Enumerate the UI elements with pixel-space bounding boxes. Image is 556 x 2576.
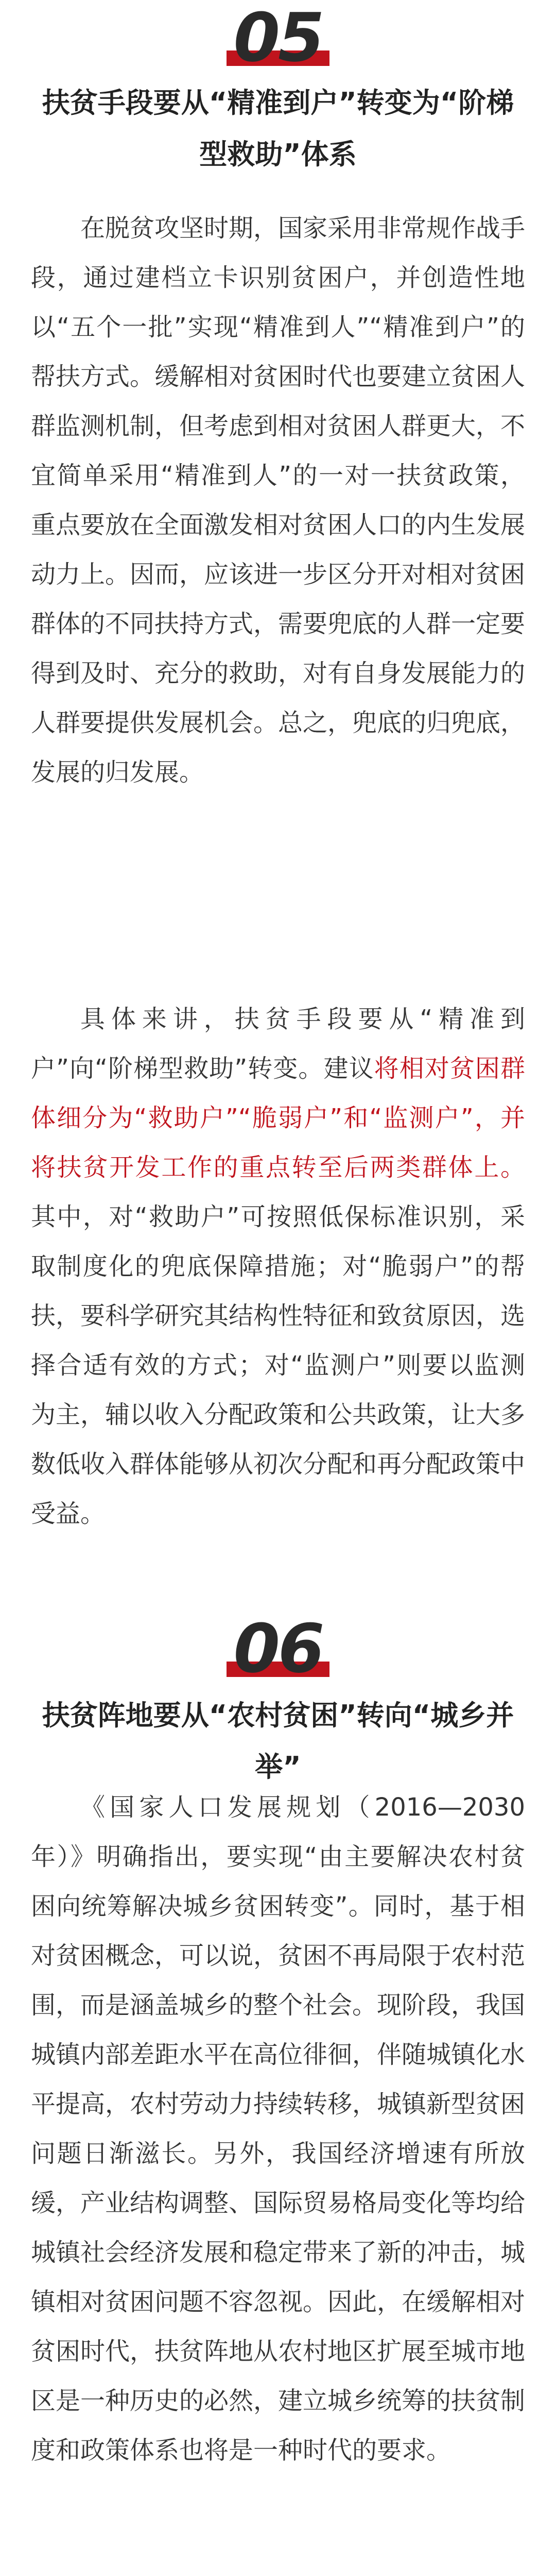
- section-number: 05: [233, 0, 323, 77]
- paragraph-text: 《国家人口发展规划（2016—2030年）》明确指出，要实现“由主要解决农村贫困向统筹解决城乡贫困转变”。同时，基于相对贫困概念，可以说，贫困不再局限于农村范围，而是涵盖城乡的整个社会。现阶段，我国城镇内部差距水平在高位徘徊，伴随城镇化水平提高，农村劳动力持续转移，城镇新型贫困问题日渐滋长。另外，我国经济增速有所放缓，产业结构调整、国际贸易格局变化等均给城镇社会经济发展和稳定带来了新的冲击，城镇相对贫困问题不容忽视。因此，在缓解相对贫困时代，扶贫阵地从农村地区扩展至城市地区是一种历史的必然，建立城乡统筹的扶贫制度和政策体系也将是一种时代的要求。: [31, 1793, 526, 2465]
- section-number-badge: [227, 0, 329, 77]
- paragraph-text: 在脱贫攻坚时期，国家采用非常规作战手段，通过建档立卡识别贫困户，并创造性地以“五个一批”实现“精准到人”“精准到户”的帮扶方式。缓解相对贫困时代也要建立贫困人群监测机制，但考虑到相对贫困人群更大，不宜简单采用“精准到人”的一对一扶贫政策，重点要放在全面激发相对贫困人口的内生发展动力上。因而，应该进一步区分开对相对贫困群体的不同扶持方式，需要兜底的人群一定要得到及时、充分的救助，对有自身发展能力的人群要提供发展机会。总之，兜底的归兜底，发展的归发展。: [31, 214, 526, 787]
- section-heading: 扶贫手段要从“精准到户”转变为“阶梯型救助”体系: [42, 87, 514, 171]
- paragraph-text: 其中，对“救助户”可按照低保标准识别，采取制度化的兜底保障措施；对“脆弱户”的帮扶，要科学研究其结构性特征和致贫原因，选择合适有效的方式；对“监测户”则要以监测为主，辅以收入分配政策和公共政策，让大多数低收入群体能够从初次分配和再分配政策中受益。: [31, 1202, 526, 1528]
- paragraph: [31, 204, 525, 797]
- paragraph-text: 具体来讲，扶贫手段要从“精准到户”向“阶梯型救助”转变。建议: [31, 1005, 525, 1083]
- section-heading: 扶贫阵地要从“农村贫困”转向“城乡并举”: [42, 1699, 514, 1783]
- section-number-badge: [227, 1609, 329, 1688]
- paragraph: [31, 1783, 525, 2475]
- paragraph: [31, 994, 525, 1538]
- section-number: 06: [233, 1609, 323, 1688]
- highlighted-text: 将相对贫困群体细分为“救助户”“脆弱户”和“监测户”，并将扶贫开发工作的重点转至后两类群体上。: [31, 1054, 525, 1182]
